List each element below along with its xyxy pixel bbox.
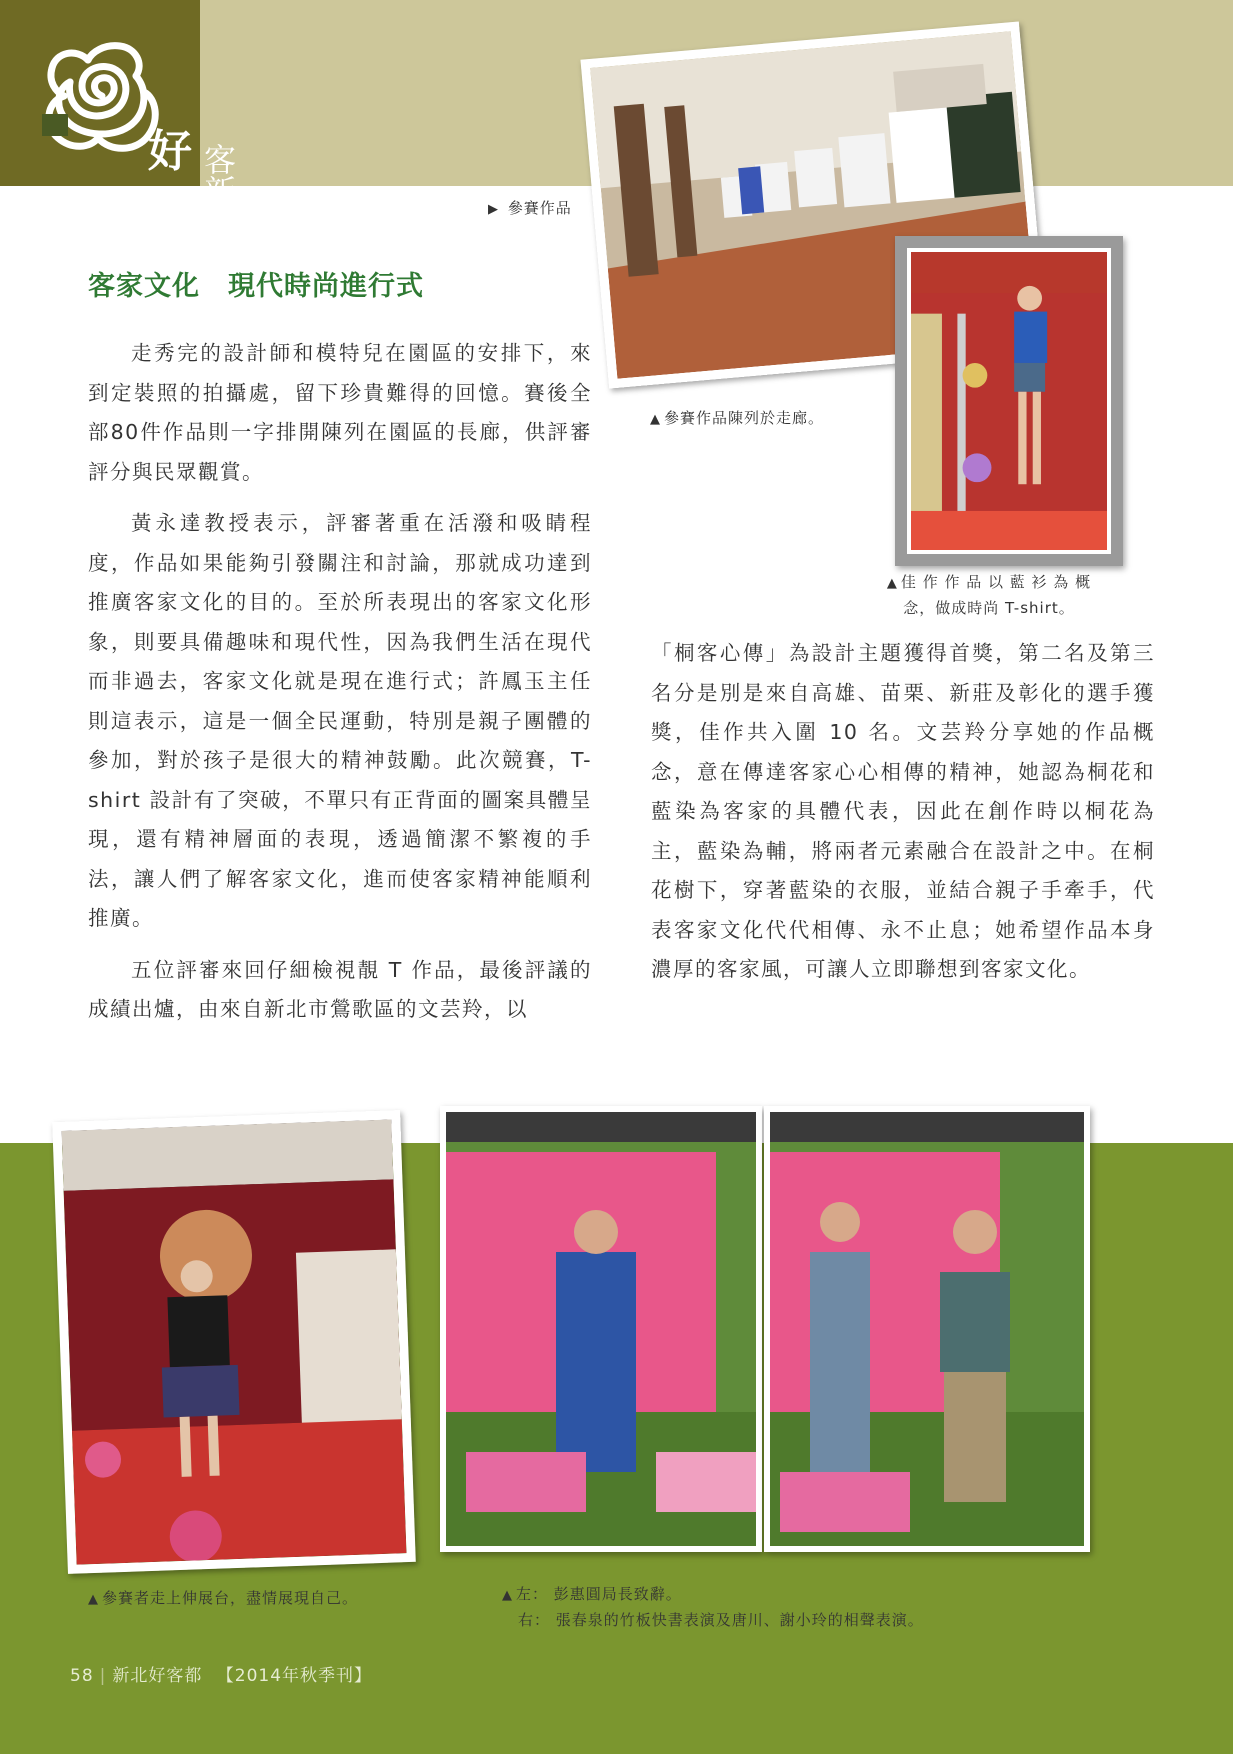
caption-corridor-text: 參賽作品陳列於走廊。 — [664, 409, 825, 427]
triangle-up-icon: ▲ — [502, 1588, 513, 1603]
article-right-column — [651, 634, 1155, 1002]
page-number: 58 — [70, 1666, 94, 1686]
article-left-column — [88, 334, 592, 1042]
entries-label — [488, 196, 572, 222]
magazine-name: 新北好客都 — [112, 1666, 203, 1686]
logo-block — [0, 0, 237, 243]
triangle-up-icon: ▲ — [886, 576, 898, 591]
triangle-right-icon: ▶ — [488, 202, 499, 217]
caption-stage-left-text: 彭惠圓局長致辭。 — [553, 1585, 682, 1603]
caption-stage-right-label: 右： — [518, 1611, 551, 1629]
paragraph: 「桐客心傳」為設計主題獲得首獎，第二名及第三名分是別是來自高雄、苗栗、新莊及彰化的選手獲獎，佳作共入圍 10 名。文芸羚分享她的作品概念，意在傳達客家心心相傳的精神，她認為桐花和藍染為客家的具體代表，因此在創作時以桐花為主，藍染為輔，將兩者元素融合在設計之中。在桐花樹下，穿著藍染的衣服，並結合親子手牽手，代表客家文化代代相傳、永不止息；她希望作品本身濃厚的客家風，可讓人立即聯想到客家文化。 — [651, 641, 1155, 981]
brand-mark: 好 — [148, 126, 192, 177]
photo-stage-speech — [440, 1106, 762, 1552]
paragraph: 走秀完的設計師和模特兒在園區的安排下，來到定裝照的拍攝處，留下珍貴難得的回憶。賽後全部80件作品則一字排開陳列在園區的長廊，供評審評分與民眾觀賞。 — [88, 341, 592, 484]
caption-blue-shirt — [884, 570, 1094, 620]
photo-stage-performance — [764, 1106, 1090, 1552]
caption-blue-shirt-line1: 佳 作 作 品 以 藍 衫 為 概 — [900, 573, 1092, 591]
photo-runway — [52, 1110, 416, 1574]
caption-corridor — [650, 406, 824, 432]
triangle-up-icon: ▲ — [88, 1592, 99, 1607]
page-footer — [70, 1661, 372, 1686]
article-title: 客家文化 現代時尚進行式 — [88, 271, 424, 302]
caption-runway — [88, 1586, 358, 1612]
caption-stage — [502, 1582, 924, 1632]
paragraph: 黃永達教授表示，評審著重在活潑和吸睛程度，作品如果能夠引發關注和討論，那就成功達到推廣客家文化的目的。至於所表現出的客家文化形象，則要具備趣味和現代性，因為我們生活在現代而非過去，客家文化就是現在進行式；許鳳玉主任則這表示，這是一個全民運動，特別是親子團體的參加，對於孩子是很大的精神鼓勵。此次競賽，T-shirt 設計有了突破，不單只有正背面的圖案具體呈現，還有精神層面的表現，透過簡潔不繁複的手法，讓人們了解客家文化，進而使客家精神能順利推廣。 — [88, 511, 592, 930]
brand-title: 客新北 — [204, 141, 237, 243]
entries-label-text: 參賽作品 — [507, 199, 572, 217]
caption-stage-left-label: 左： — [516, 1585, 549, 1603]
caption-blue-shirt-line2: 念，做成時尚 T-shirt。 — [903, 599, 1075, 617]
paragraph: 五位評審來回仔細檢視靚 T 作品，最後評議的成績出爐，由來自新北市鶯歌區的文芸羚，以 — [88, 957, 592, 1021]
caption-runway-text: 參賽者走上伸展台，盡情展現自己。 — [102, 1589, 359, 1607]
photo-blue-shirt-model — [895, 236, 1123, 566]
footer-separator: | — [99, 1666, 107, 1686]
caption-stage-right-text: 張春泉的竹板快書表演及唐川、謝小玲的相聲表演。 — [555, 1611, 924, 1629]
issue-label: 【2014年秋季刊】 — [216, 1666, 373, 1686]
triangle-up-icon: ▲ — [650, 412, 661, 427]
